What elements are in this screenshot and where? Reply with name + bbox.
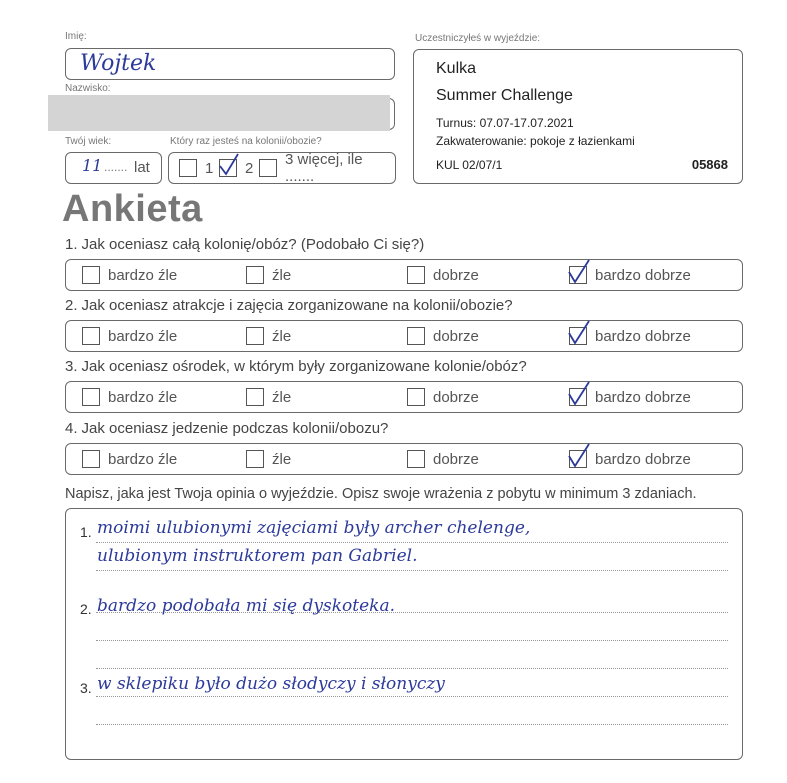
- answer-3-line-1: w sklepiku było dużo słodyczy i słonyczy: [97, 674, 445, 694]
- question-number: 1.: [65, 236, 78, 253]
- trip-turnus: Turnus: 07.07-17.07.2021: [436, 116, 574, 130]
- question-4-text: [65, 420, 388, 437]
- wiek-label: Twój wiek:: [65, 136, 112, 147]
- option-bardzo-dobrze[interactable]: [569, 327, 691, 345]
- option-label: źle: [272, 450, 292, 468]
- checkmark-icon: [566, 320, 592, 346]
- checkbox-icon[interactable]: [407, 388, 425, 406]
- answer-rule: [96, 570, 728, 571]
- option-label: bardzo dobrze: [595, 327, 691, 345]
- option-źle[interactable]: [246, 450, 291, 468]
- trip-line1: Kulka: [436, 60, 477, 77]
- opinion-prompt: Napisz, jaka jest Twoja opinia o wyjeździe. Opisz swoje wrażenia z pobytu w minimum 3 zdaniach.: [65, 486, 697, 502]
- answer-number: 1.: [80, 524, 92, 540]
- option-dobrze[interactable]: [407, 266, 479, 284]
- option-label: bardzo dobrze: [595, 266, 691, 284]
- checkbox-icon[interactable]: [407, 450, 425, 468]
- checkbox-icon[interactable]: [246, 327, 264, 345]
- imie-label: Imię:: [65, 31, 87, 42]
- option-label: źle: [272, 327, 292, 345]
- redaction-block: [48, 95, 390, 131]
- imie-value: Wojtek: [80, 51, 157, 76]
- option-bardzo-źle[interactable]: [82, 388, 177, 406]
- option-label: dobrze: [433, 450, 479, 468]
- option-bardzo-źle[interactable]: [82, 450, 177, 468]
- wiek-value: 11: [82, 156, 103, 175]
- checkbox-icon[interactable]: [569, 327, 587, 345]
- uczestniczyles-label: Uczestniczyłeś w wyjeździe:: [415, 33, 541, 44]
- checkbox-icon[interactable]: [246, 388, 264, 406]
- imie-field[interactable]: [65, 48, 395, 80]
- answer-1-line-2: ulubionym instruktorem pan Gabriel.: [97, 546, 418, 566]
- question-number: 3.: [65, 358, 78, 375]
- option-źle[interactable]: [246, 266, 291, 284]
- question-text: Jak oceniasz ośrodek, w którym były zorganizowane kolonie/obóz?: [81, 358, 527, 375]
- answer-2-line-1: bardzo podobała mi się dyskoteka.: [97, 596, 395, 616]
- checkbox-icon[interactable]: [407, 327, 425, 345]
- checkbox-icon[interactable]: [82, 266, 100, 284]
- checkmark-icon: [566, 259, 592, 285]
- wiek-dots: .......: [104, 160, 128, 174]
- answer-rule: [96, 542, 728, 543]
- option-label: bardzo źle: [108, 327, 178, 345]
- answer-rule: [96, 724, 728, 725]
- answer-1-line-1: moimi ulubionymi zajęciami były archer chelenge,: [97, 518, 531, 538]
- option-label: dobrze: [433, 266, 479, 284]
- answer-number: 3.: [80, 680, 92, 696]
- checkbox-icon[interactable]: [82, 388, 100, 406]
- option-label: źle: [272, 266, 292, 284]
- option-bardzo-dobrze[interactable]: [569, 388, 691, 406]
- checkbox-icon[interactable]: [259, 159, 277, 177]
- option-źle[interactable]: [246, 388, 291, 406]
- option-dobrze[interactable]: [407, 327, 479, 345]
- question-3-text: [65, 358, 527, 375]
- checkmark-icon: [566, 443, 592, 469]
- option-label: bardzo źle: [108, 388, 178, 406]
- trip-card: [413, 49, 743, 184]
- question-3-options: [65, 381, 743, 413]
- checkbox-icon[interactable]: [246, 450, 264, 468]
- option-źle[interactable]: [246, 327, 291, 345]
- trip-code: KUL 02/07/1: [436, 158, 503, 172]
- question-text: Jak oceniasz całą kolonię/obóz? (Podobało Ci się?): [81, 236, 425, 253]
- question-2-text: [65, 297, 513, 314]
- answer-rule: [96, 640, 728, 641]
- answer-rule: [96, 696, 728, 697]
- checkbox-icon[interactable]: [246, 266, 264, 284]
- checkbox-icon[interactable]: [82, 450, 100, 468]
- option-dobrze[interactable]: [407, 450, 479, 468]
- wiek-unit: lat: [134, 159, 150, 176]
- question-1-options: [65, 259, 743, 291]
- page-title: Ankieta: [62, 188, 203, 230]
- question-number: 4.: [65, 420, 78, 437]
- question-4-options: [65, 443, 743, 475]
- answer-rule: [96, 668, 728, 669]
- question-1-text: [65, 236, 424, 253]
- trip-zakwaterowanie: Zakwaterowanie: pokoje z łazienkami: [436, 134, 635, 148]
- checkbox-icon[interactable]: [179, 159, 197, 177]
- ktory-raz-label: Który raz jesteś na kolonii/obozie?: [170, 136, 322, 147]
- option-label: bardzo dobrze: [595, 450, 691, 468]
- trip-number: 05868: [691, 157, 728, 172]
- option-label: dobrze: [433, 327, 479, 345]
- checkbox-icon[interactable]: [219, 159, 237, 177]
- question-2-options: [65, 320, 743, 352]
- question-text: Jak oceniasz atrakcje i zajęcia zorganizowane na kolonii/obozie?: [81, 297, 513, 314]
- option-bardzo-źle[interactable]: [82, 327, 177, 345]
- checkbox-icon[interactable]: [569, 266, 587, 284]
- checkmark-icon: [216, 152, 242, 178]
- option-bardzo-dobrze[interactable]: [569, 450, 691, 468]
- ktory-raz-option-3[interactable]: 3 więcej, ile .......: [259, 159, 395, 177]
- checkmark-icon: [566, 381, 592, 407]
- question-text: Jak oceniasz jedzenie podczas kolonii/obozu?: [81, 420, 389, 437]
- trip-line2: Summer Challenge: [436, 87, 573, 104]
- wiek-field[interactable]: [65, 152, 162, 184]
- checkbox-icon[interactable]: [82, 327, 100, 345]
- option-label: bardzo dobrze: [595, 388, 691, 406]
- option-label: dobrze: [433, 388, 479, 406]
- checkbox-icon[interactable]: [569, 388, 587, 406]
- option-label: bardzo źle: [108, 450, 178, 468]
- question-number: 2.: [65, 297, 78, 314]
- answer-number: 2.: [80, 601, 92, 617]
- option-label: źle: [272, 388, 292, 406]
- option-bardzo-źle[interactable]: [82, 266, 177, 284]
- ktory-raz-option-2[interactable]: 2: [219, 159, 253, 177]
- ktory-raz-field[interactable]: [168, 152, 396, 184]
- checkbox-icon[interactable]: [569, 450, 587, 468]
- checkbox-icon[interactable]: [407, 266, 425, 284]
- option-dobrze[interactable]: [407, 388, 479, 406]
- option-label: bardzo źle: [108, 266, 178, 284]
- nazwisko-label: Nazwisko:: [65, 83, 111, 94]
- ktory-raz-option-1[interactable]: 1: [179, 159, 213, 177]
- option-bardzo-dobrze[interactable]: [569, 266, 691, 284]
